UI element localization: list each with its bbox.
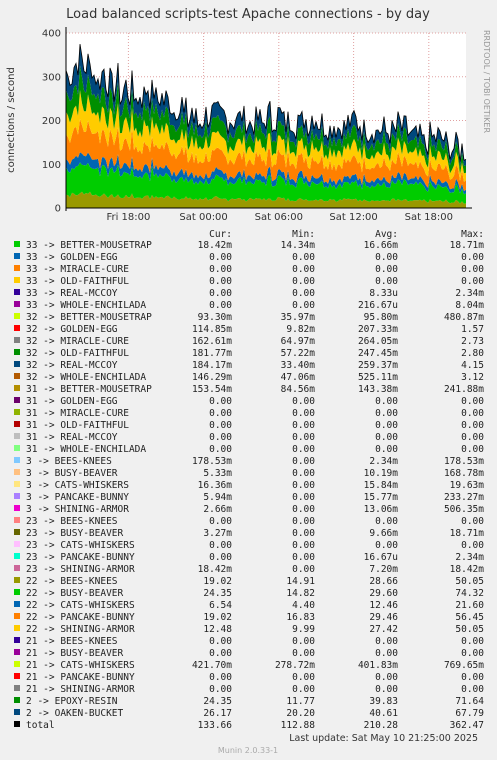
legend-swatch [14, 517, 20, 523]
legend-series-name: 3 -> CATS-WHISKERS [26, 480, 129, 491]
legend-value-cur: 16.36m [197, 480, 232, 491]
legend-value-avg: 16.66m [363, 240, 398, 251]
legend-swatch [14, 445, 20, 451]
legend-series-name: 23 -> SHINING-ARMOR [26, 564, 135, 575]
legend-swatch [14, 337, 20, 343]
legend-value-cur: 184.17m [191, 360, 232, 371]
plot-area [42, 27, 472, 223]
legend-value-avg: 207.33m [357, 324, 398, 335]
legend-value-max: 2.73 [461, 336, 484, 347]
legend-value-cur: 3.27m [203, 528, 232, 539]
legend-value-cur: 24.35 [203, 696, 232, 707]
legend-value-avg: 0.00 [375, 540, 398, 551]
legend-series-name: 33 -> WHOLE-ENCHILADA [26, 300, 147, 311]
legend-value-min: 278.72m [274, 660, 315, 671]
legend-swatch [14, 409, 20, 415]
legend-swatch [14, 709, 20, 715]
legend-series-name: 21 -> BUSY-BEAVER [26, 648, 124, 659]
legend-swatch [14, 433, 20, 439]
legend-value-min: 9.82m [286, 324, 315, 335]
legend-series-name: 33 -> MIRACLE-CURE [26, 264, 129, 275]
legend-series-name: 23 -> BEES-KNEES [26, 516, 118, 527]
legend-series-name: 3 -> SHINING-ARMOR [26, 504, 129, 515]
legend-value-avg: 0.00 [375, 444, 398, 455]
legend-series-name: 21 -> SHINING-ARMOR [26, 684, 135, 695]
legend-value-cur: 26.17 [203, 708, 232, 719]
legend-value-min: 14.34m [280, 240, 315, 251]
legend-value-min: 0.00 [292, 408, 315, 419]
legend-swatch [14, 493, 20, 499]
legend-swatch [14, 541, 20, 547]
legend-value-min: 14.82 [286, 588, 315, 599]
legend-value-max: 0.00 [461, 444, 484, 455]
legend-value-min: 112.88 [280, 720, 315, 731]
legend-value-cur: 5.94m [203, 492, 232, 503]
legend-value-avg: 259.37m [357, 360, 398, 371]
legend-value-cur: 12.48 [203, 624, 232, 635]
chart-title: Load balanced scripts-test Apache connections - by day [66, 7, 430, 22]
legend-series-name: 31 -> MIRACLE-CURE [26, 408, 129, 419]
legend-value-cur: 2.66m [203, 504, 232, 515]
legend-value-max: 769.65m [443, 660, 484, 671]
legend-swatch [14, 361, 20, 367]
legend-value-max: 0.00 [461, 636, 484, 647]
legend-column-header: Min: [292, 229, 315, 240]
legend-series-name: 31 -> GOLDEN-EGG [26, 396, 118, 407]
munin-version: Munin 2.0.33-1 [217, 746, 279, 755]
legend-value-max: 50.05 [455, 576, 484, 587]
legend-series-name: 32 -> MIRACLE-CURE [26, 336, 129, 347]
legend-value-cur: 162.61m [191, 336, 232, 347]
legend-value-avg: 0.00 [375, 264, 398, 275]
legend-swatch [14, 301, 20, 307]
legend-value-cur: 19.02 [203, 576, 232, 587]
legend-value-avg: 0.00 [375, 648, 398, 659]
legend-swatch [14, 553, 20, 559]
legend-value-avg: 247.45m [357, 348, 398, 359]
legend-value-avg: 216.67u [357, 300, 398, 311]
y-tick-label: 200 [41, 116, 61, 127]
legend-value-avg: 40.61 [369, 708, 398, 719]
legend-series-name: 33 -> BETTER-MOUSETRAP [26, 240, 152, 251]
legend-value-avg: 39.83 [369, 696, 398, 707]
legend-value-min: 0.00 [292, 564, 315, 575]
legend-value-max: 178.53m [443, 456, 484, 467]
x-tick-label: Sat 06:00 [254, 212, 304, 223]
legend-value-min: 0.00 [292, 636, 315, 647]
legend-value-max: 241.88m [443, 384, 484, 395]
legend-value-max: 8.04m [455, 300, 484, 311]
legend-series-name: 32 -> WHOLE-ENCHILADA [26, 372, 147, 383]
legend-value-cur: 114.85m [191, 324, 232, 335]
legend-value-max: 0.00 [461, 420, 484, 431]
y-tick-label: 100 [41, 159, 61, 171]
legend-value-cur: 5.33m [203, 468, 232, 479]
legend-value-cur: 0.00 [209, 552, 232, 563]
legend-value-avg: 0.00 [375, 408, 398, 419]
legend-swatch [14, 253, 20, 259]
legend-column-header: Avg: [375, 229, 398, 240]
legend-series-name: 33 -> REAL-MCCOY [26, 288, 118, 299]
legend-value-avg: 10.19m [363, 468, 398, 479]
legend-value-min: 0.00 [292, 552, 315, 563]
legend-value-cur: 0.00 [209, 444, 232, 455]
last-update: Last update: Sat May 10 21:25:00 2025 [289, 733, 478, 744]
legend-series-name: 23 -> BUSY-BEAVER [26, 528, 124, 539]
legend-value-avg: 0.00 [375, 252, 398, 263]
legend-value-avg: 7.20m [369, 564, 398, 575]
legend-value-min: 0.00 [292, 396, 315, 407]
legend-value-avg: 264.05m [357, 336, 398, 347]
legend-value-cur: 18.42m [197, 240, 232, 251]
legend-value-min: 0.00 [292, 444, 315, 455]
legend-value-min: 0.00 [292, 420, 315, 431]
legend-value-min: 20.20 [286, 708, 315, 719]
legend-value-cur: 0.00 [209, 252, 232, 263]
legend-value-max: 0.00 [461, 648, 484, 659]
legend-value-avg: 0.00 [375, 276, 398, 287]
legend-value-cur: 133.66 [197, 720, 232, 731]
legend-value-min: 57.22m [280, 348, 315, 359]
legend-value-avg: 0.00 [375, 516, 398, 527]
legend-swatch [14, 697, 20, 703]
legend-value-avg: 13.06m [363, 504, 398, 515]
legend-value-max: 0.00 [461, 540, 484, 551]
legend-series-name: 22 -> CATS-WHISKERS [26, 600, 135, 611]
legend-series-name: 22 -> BUSY-BEAVER [26, 588, 124, 599]
legend-series-name: 22 -> PANCAKE-BUNNY [26, 612, 135, 623]
legend-value-cur: 146.29m [191, 372, 232, 383]
y-tick-label: 300 [41, 72, 61, 84]
legend-value-min: 0.00 [292, 276, 315, 287]
legend-series-name: 22 -> SHINING-ARMOR [26, 624, 135, 635]
legend-value-min: 84.56m [280, 384, 315, 395]
legend-series-name: 2 -> OAKEN-BUCKET [26, 708, 124, 719]
legend-value-min: 0.00 [292, 516, 315, 527]
legend-swatch [14, 529, 20, 535]
legend-swatch [14, 421, 20, 427]
legend-value-min: 0.00 [292, 300, 315, 311]
legend-value-cur: 24.35 [203, 588, 232, 599]
legend-value-avg: 27.42 [369, 624, 398, 635]
legend-value-max: 56.45 [455, 612, 484, 623]
legend-value-max: 0.00 [461, 432, 484, 443]
legend-value-cur: 0.00 [209, 672, 232, 683]
y-tick-label: 0 [54, 203, 61, 215]
legend-value-min: 0.00 [292, 480, 315, 491]
rrdtool-credit: RRDTOOL / TOBI OETIKER [482, 30, 491, 134]
x-tick-label: Sat 18:00 [404, 212, 454, 223]
legend-value-avg: 0.00 [375, 672, 398, 683]
legend-series-name: 2 -> EPOXY-RESIN [26, 696, 118, 707]
legend-value-max: 0.00 [461, 408, 484, 419]
legend-value-min: 0.00 [292, 684, 315, 695]
legend-value-cur: 0.00 [209, 396, 232, 407]
legend-swatch [14, 721, 20, 727]
legend-value-max: 233.27m [443, 492, 484, 503]
legend-series-name: 23 -> CATS-WHISKERS [26, 540, 135, 551]
legend-value-min: 0.00 [292, 492, 315, 503]
legend-value-avg: 0.00 [375, 636, 398, 647]
legend-swatch [14, 397, 20, 403]
legend-swatch [14, 469, 20, 475]
legend-series-name: 3 -> BEES-KNEES [26, 456, 112, 467]
legend-value-cur: 19.02 [203, 612, 232, 623]
legend-value-max: 18.71m [449, 240, 484, 251]
legend-value-min: 47.06m [280, 372, 315, 383]
legend-value-cur: 93.30m [197, 312, 232, 323]
legend-series-name: 32 -> REAL-MCCOY [26, 360, 118, 371]
legend-value-min: 0.00 [292, 456, 315, 467]
legend-value-min: 0.00 [292, 528, 315, 539]
legend-value-max: 0.00 [461, 684, 484, 695]
legend-swatch [14, 601, 20, 607]
legend-series-name: 21 -> PANCAKE-BUNNY [26, 672, 135, 683]
legend-swatch [14, 685, 20, 691]
legend-value-avg: 401.83m [357, 660, 398, 671]
legend-value-max: 4.15 [461, 360, 484, 371]
legend-value-min: 0.00 [292, 432, 315, 443]
legend-value-max: 506.35m [443, 504, 484, 515]
legend-series-name: 23 -> PANCAKE-BUNNY [26, 552, 135, 563]
x-tick-label: Fri 18:00 [106, 212, 151, 223]
legend-value-max: 71.64 [455, 696, 484, 707]
legend-value-min: 0.00 [292, 264, 315, 275]
legend-value-max: 18.71m [449, 528, 484, 539]
legend-value-cur: 181.77m [191, 348, 232, 359]
legend-value-avg: 0.00 [375, 420, 398, 431]
legend-value-max: 0.00 [461, 264, 484, 275]
legend-series-name: 31 -> BETTER-MOUSETRAP [26, 384, 152, 395]
legend-value-cur: 0.00 [209, 264, 232, 275]
legend-series-name: 32 -> BETTER-MOUSETRAP [26, 312, 152, 323]
legend-series-name: 21 -> BEES-KNEES [26, 636, 118, 647]
legend-value-cur: 0.00 [209, 540, 232, 551]
legend-swatch [14, 613, 20, 619]
legend-series-name: 31 -> WHOLE-ENCHILADA [26, 444, 147, 455]
legend-value-cur: 0.00 [209, 516, 232, 527]
legend-swatch [14, 589, 20, 595]
legend-value-cur: 0.00 [209, 420, 232, 431]
legend-value-max: 168.78m [443, 468, 484, 479]
legend-swatch [14, 673, 20, 679]
legend-value-avg: 28.66 [369, 576, 398, 587]
legend-column-header: Cur: [209, 229, 232, 240]
legend-value-min: 11.77 [286, 696, 315, 707]
legend-series-name: 32 -> OLD-FAITHFUL [26, 348, 129, 359]
legend-value-min: 35.97m [280, 312, 315, 323]
legend-value-cur: 0.00 [209, 684, 232, 695]
legend-swatch [14, 505, 20, 511]
legend-series-name: 33 -> GOLDEN-EGG [26, 252, 118, 263]
legend-value-max: 0.00 [461, 672, 484, 683]
legend-series-name: 21 -> CATS-WHISKERS [26, 660, 135, 671]
legend-swatch [14, 277, 20, 283]
legend-series-name: 3 -> PANCAKE-BUNNY [26, 492, 129, 503]
legend-swatch [14, 289, 20, 295]
legend-value-max: 50.05 [455, 624, 484, 635]
legend-value-cur: 0.00 [209, 636, 232, 647]
legend-value-avg: 29.60 [369, 588, 398, 599]
legend-value-min: 0.00 [292, 252, 315, 263]
legend-value-avg: 0.00 [375, 396, 398, 407]
legend-swatch [14, 637, 20, 643]
legend-series-name: 31 -> REAL-MCCOY [26, 432, 118, 443]
legend-swatch [14, 661, 20, 667]
legend-value-avg: 210.28 [363, 720, 398, 731]
legend-value-max: 480.87m [443, 312, 484, 323]
legend-value-avg: 15.77m [363, 492, 398, 503]
x-tick-label: Sat 12:00 [329, 212, 378, 223]
legend-value-max: 0.00 [461, 516, 484, 527]
legend-value-cur: 0.00 [209, 648, 232, 659]
legend-value-avg: 0.00 [375, 684, 398, 695]
legend-value-min: 0.00 [292, 468, 315, 479]
legend-value-cur: 0.00 [209, 408, 232, 419]
legend-value-avg: 8.33u [369, 288, 398, 299]
legend-value-cur: 421.70m [191, 660, 232, 671]
legend-value-min: 14.91 [286, 576, 315, 587]
legend-swatch [14, 577, 20, 583]
legend-value-avg: 0.00 [375, 432, 398, 443]
legend-value-min: 0.00 [292, 672, 315, 683]
legend-swatch [14, 265, 20, 271]
legend-value-max: 0.00 [461, 252, 484, 263]
legend-column-header: Max: [461, 229, 484, 240]
legend-value-cur: 0.00 [209, 300, 232, 311]
legend-value-cur: 178.53m [191, 456, 232, 467]
legend-series-name: 32 -> GOLDEN-EGG [26, 324, 118, 335]
legend-value-avg: 525.11m [357, 372, 398, 383]
y-tick-label: 400 [41, 28, 61, 40]
legend-swatch [14, 325, 20, 331]
legend-value-cur: 0.00 [209, 276, 232, 287]
legend-swatch [14, 649, 20, 655]
legend-value-max: 2.34m [455, 552, 484, 563]
legend-series-name: 22 -> BEES-KNEES [26, 576, 118, 587]
legend-value-min: 33.40m [280, 360, 315, 371]
legend-value-cur: 18.42m [197, 564, 232, 575]
legend-swatch [14, 313, 20, 319]
legend-value-min: 0.00 [292, 540, 315, 551]
legend-value-avg: 29.46 [369, 612, 398, 623]
legend-value-min: 4.40 [292, 600, 315, 611]
legend-value-min: 9.99 [292, 624, 315, 635]
legend-swatch [14, 481, 20, 487]
legend-value-max: 0.00 [461, 276, 484, 287]
legend-value-min: 64.97m [280, 336, 315, 347]
legend-value-avg: 95.80m [363, 312, 398, 323]
legend-value-max: 74.32 [455, 588, 484, 599]
legend-value-min: 0.00 [292, 648, 315, 659]
legend-swatch [14, 625, 20, 631]
legend-series-name: 33 -> OLD-FAITHFUL [26, 276, 129, 287]
legend-swatch [14, 349, 20, 355]
legend-series-name: 3 -> BUSY-BEAVER [26, 468, 118, 479]
legend-value-min: 0.00 [292, 288, 315, 299]
legend-value-max: 2.80 [461, 348, 484, 359]
legend-value-cur: 0.00 [209, 288, 232, 299]
legend-series-name: total [26, 720, 55, 731]
legend-value-max: 18.42m [449, 564, 484, 575]
legend-swatch [14, 457, 20, 463]
legend-value-max: 3.12 [461, 372, 484, 383]
legend-value-min: 16.83 [286, 612, 315, 623]
legend-value-avg: 16.67u [363, 552, 398, 563]
legend-value-avg: 12.46 [369, 600, 398, 611]
legend-value-max: 0.00 [461, 396, 484, 407]
x-tick-label: Sat 00:00 [179, 212, 228, 223]
legend-value-min: 0.00 [292, 504, 315, 515]
legend-series-name: 31 -> OLD-FAITHFUL [26, 420, 129, 431]
legend-value-avg: 2.34m [369, 456, 398, 467]
legend-value-max: 1.57 [461, 324, 484, 335]
legend-value-max: 19.63m [449, 480, 484, 491]
legend-value-avg: 9.66m [369, 528, 398, 539]
legend-swatch [14, 565, 20, 571]
legend-value-avg: 143.38m [357, 384, 398, 395]
legend-value-max: 21.60 [455, 600, 484, 611]
legend-value-cur: 6.54 [209, 600, 232, 611]
legend-value-avg: 15.84m [363, 480, 398, 491]
legend-value-max: 67.79 [455, 708, 484, 719]
y-axis-label: connections / second [6, 67, 17, 173]
legend-swatch [14, 373, 20, 379]
legend-value-max: 2.34m [455, 288, 484, 299]
legend-value-cur: 153.54m [191, 384, 232, 395]
legend-swatch [14, 241, 20, 247]
legend-swatch [14, 385, 20, 391]
legend-value-max: 362.47 [449, 720, 484, 731]
legend-value-cur: 0.00 [209, 432, 232, 443]
